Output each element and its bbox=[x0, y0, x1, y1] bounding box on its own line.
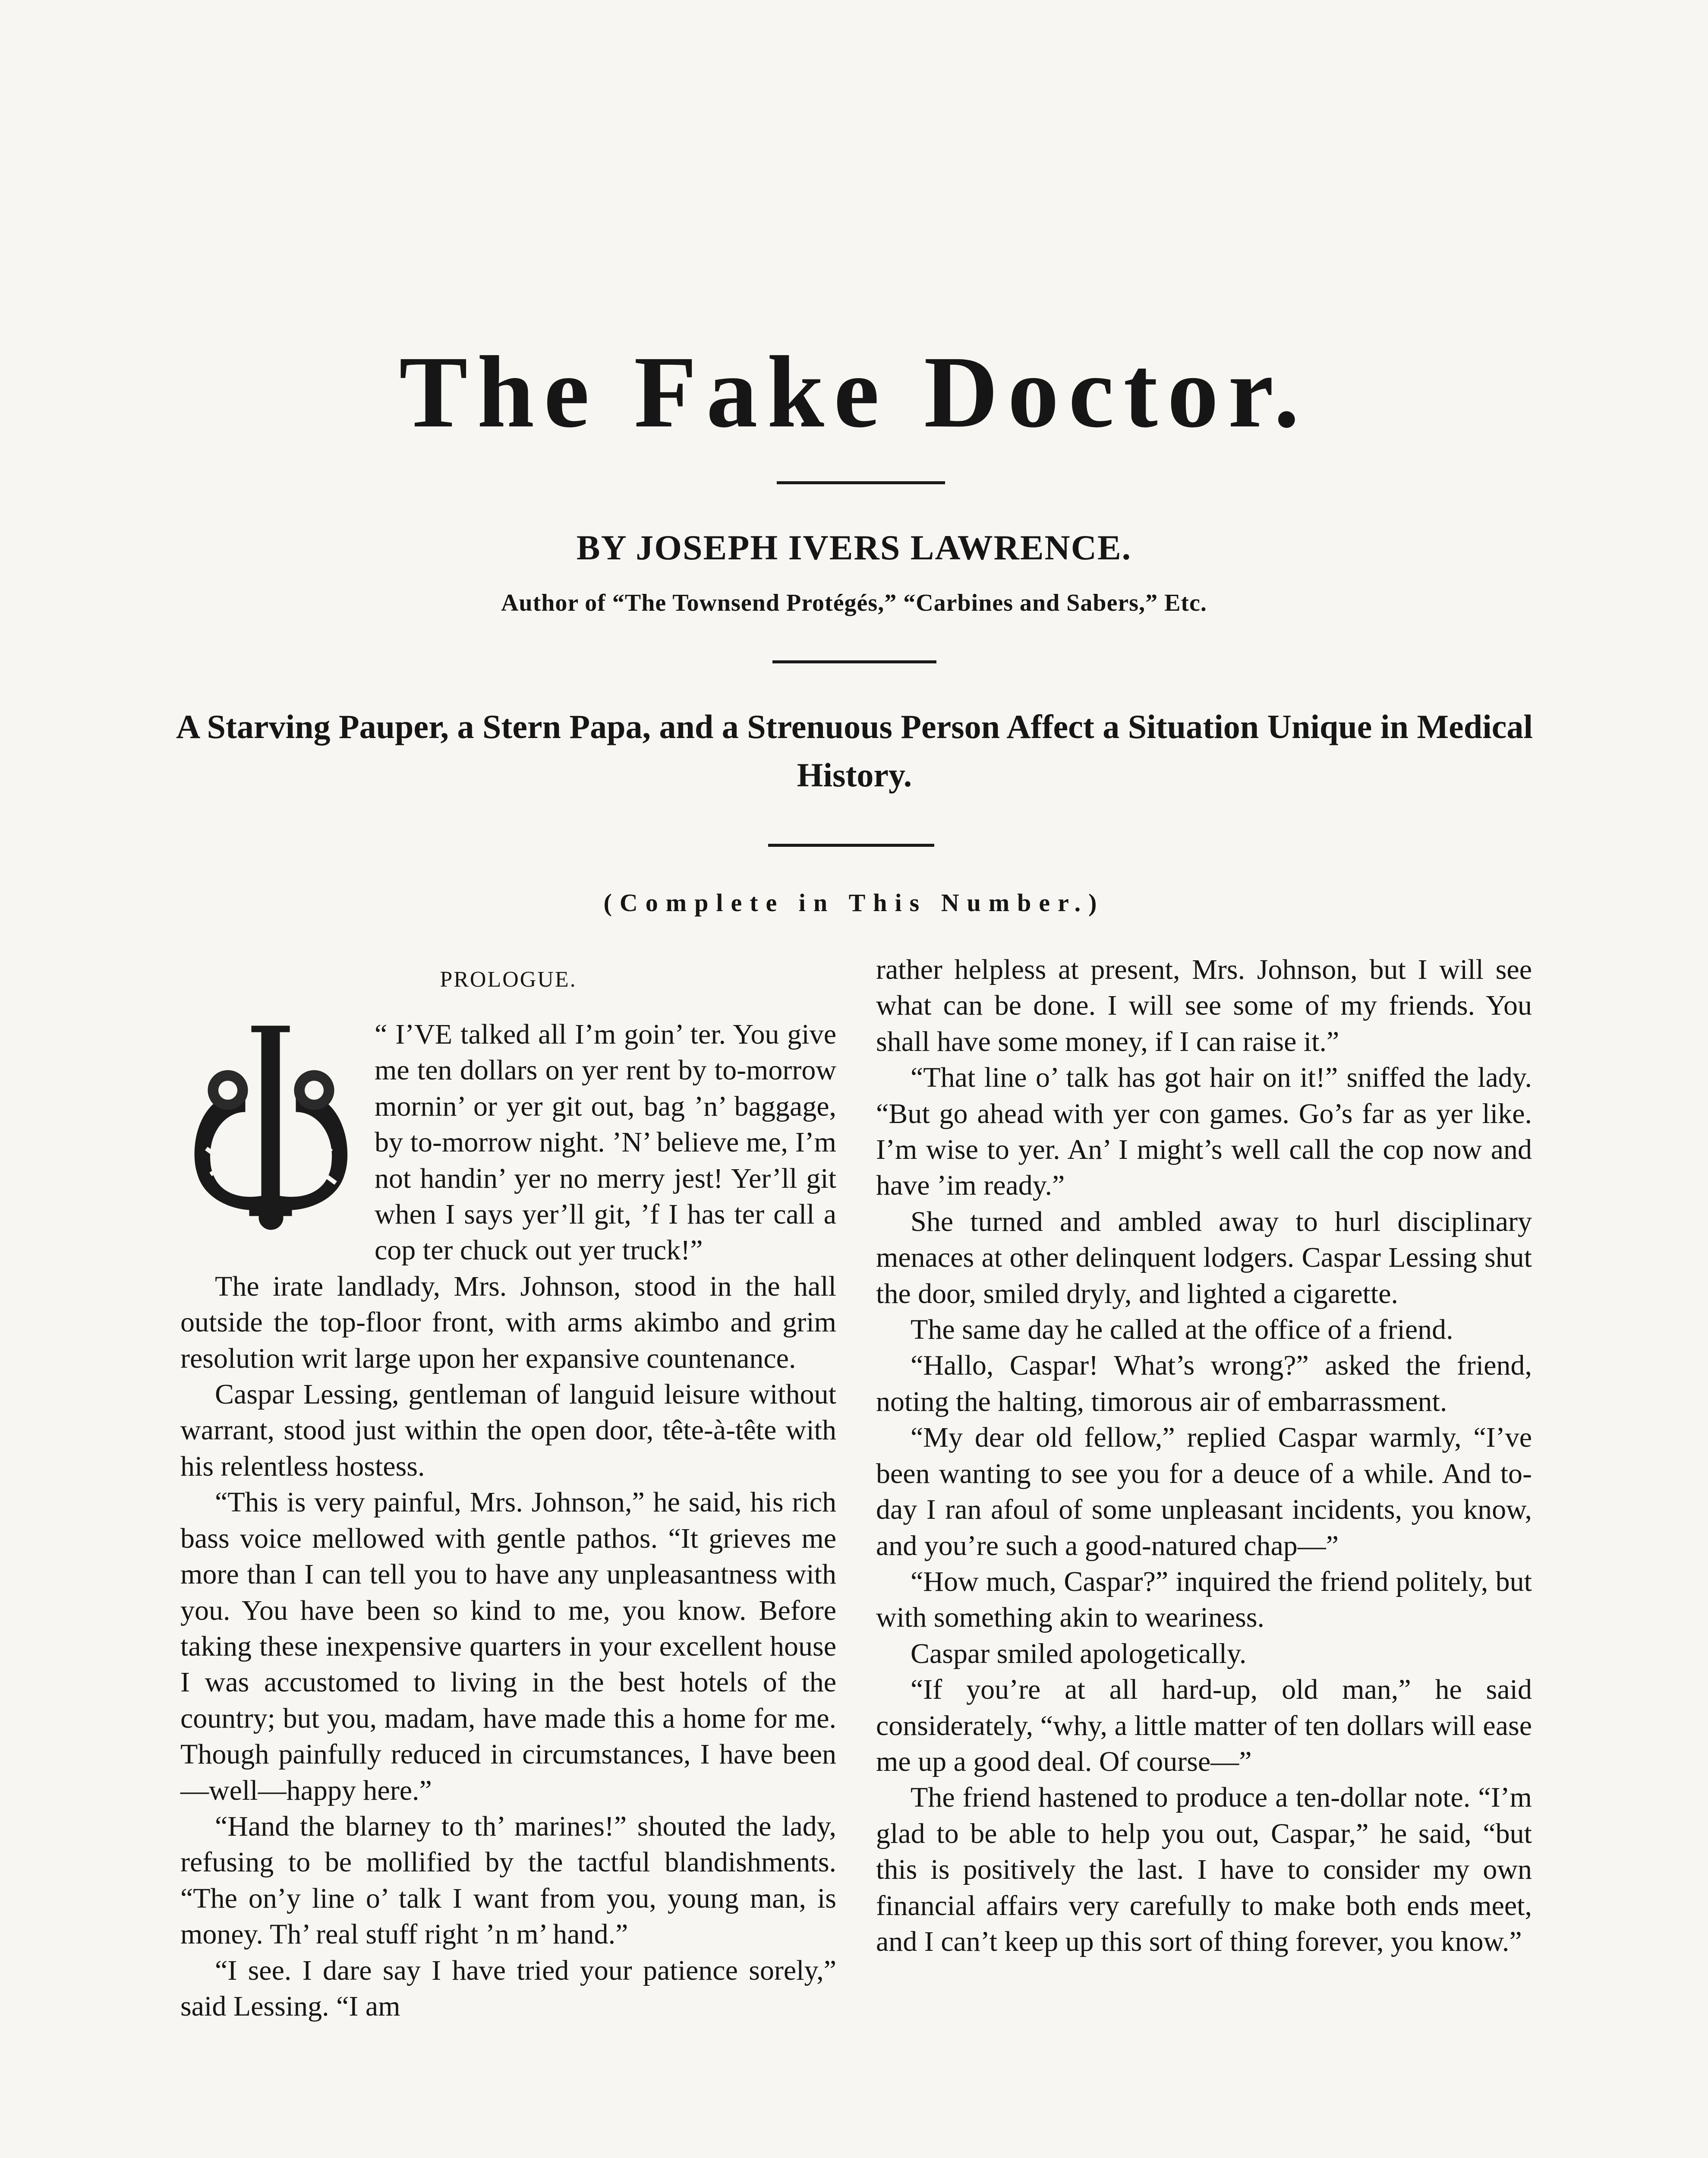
author-credits: Author of “The Townsend Protégés,” “Carbines and Sabers,” Etc. bbox=[501, 590, 1207, 616]
right-column bbox=[876, 952, 1532, 1959]
paragraph: “Hand the blarney to th’ marines!” shouted the lady, refusing to be mollified by the tactful blandishments. “The on’y line o’ talk I want from you, young man, is money. Th’ real stuff right ’n m’ hand.” bbox=[180, 1810, 836, 1950]
article-subhead: A Starving Pauper, a Stern Papa, and a Strenuous Person Affect a Situation Unique in Medical History. bbox=[176, 708, 1533, 794]
subhead-rule bbox=[768, 844, 934, 847]
paragraph: She turned and ambled away to hurl disciplinary menaces at other delinquent lodgers. Caspar Lessing shut the door, smiled dryly, and lighted a cigarette. bbox=[876, 1205, 1532, 1309]
paragraph: The irate landlady, Mrs. Johnson, stood in the hall outside the top-floor front, with arms akimbo and grim resolution writ large upon her expansive countenance. bbox=[180, 1270, 836, 1374]
paragraph: rather helpless at present, Mrs. Johnson, but I will see what can be done. I will see some of my friends. You shall have some money, if I can raise it.” bbox=[876, 954, 1532, 1057]
paragraph: “This is very painful, Mrs. Johnson,” he said, his rich bass voice mellowed with gentle pathos. “It grieves me more than I can tell you to have any unpleasantness with you. You have been so kind to me, you know. Before taking these inexpensive quarters in your excellent house I was accustomed to living in the best hotels of the country; but you, madam, have made this a home for me. Though painfully reduced in circumstances, I have been—well—happy here.” bbox=[180, 1486, 836, 1806]
section-heading: PROLOGUE. bbox=[440, 967, 577, 992]
paragraph: “My dear old fellow,” replied Caspar warmly, “I’ve been wanting to see you for a deuce of a while. And to-day I ran afoul of some unpleasant incidents, you know, and you’re such a good-natured chap—” bbox=[876, 1422, 1532, 1562]
title-rule bbox=[777, 481, 945, 484]
complete-note: (Complete in This Number.) bbox=[603, 889, 1105, 917]
ornamental-dropcap-icon bbox=[180, 1019, 362, 1235]
paragraph: Caspar Lessing, gentleman of languid leisure without warrant, stood just within the open door, tête-à-tête with his relentless hostess. bbox=[180, 1379, 836, 1482]
paragraph: The friend hastened to produce a ten-dollar note. “I’m glad to be able to help you out, Caspar,” he said, “but this is positively the last. I have to consider my own financial affairs very carefully to make both ends meet, and I can’t keep up this sort of thing forever, you know.” bbox=[876, 1782, 1532, 1957]
paragraph: “That line o’ talk has got hair on it!” sniffed the lady. “But go ahead with yer con games. Go’s far as yer like. I’m wise to yer. An’ I might’s well call the cop now and have ’im ready.” bbox=[876, 1062, 1532, 1202]
article-title: The Fake Doctor. bbox=[399, 335, 1309, 449]
paragraph: “If you’re at all hard-up, old man,” he said considerately, “why, a little matter of ten dollars will ease me up a good deal. Of course—” bbox=[876, 1674, 1532, 1777]
paragraph: “Hallo, Caspar! What’s wrong?” asked the friend, noting the halting, timorous air of embarrassment. bbox=[876, 1350, 1532, 1417]
paragraph: Caspar smiled apologetically. bbox=[911, 1637, 1247, 1669]
byline: BY JOSEPH IVERS LAWRENCE. bbox=[576, 528, 1132, 567]
left-column bbox=[180, 952, 836, 2024]
paragraph: “How much, Caspar?” inquired the friend politely, but with something akin to weariness. bbox=[876, 1565, 1532, 1634]
paragraph: “I see. I dare say I have tried your patience sorely,” said Lessing. “I am bbox=[180, 1954, 836, 2022]
paragraph: “ I’VE talked all I’m goin’ ter. You give me ten dollars on yer rent by to-morrow mornin’ or yer git out, bag ’n’ baggage, by to-morrow night. ’N’ believe me, I’m not handin’ yer no merry jest! Yer’ll git when I says yer’ll git, ’f I has ter call a cop ter chuck out yer truck!” bbox=[375, 1019, 836, 1266]
byline-rule bbox=[772, 660, 936, 663]
paragraph: The same day he called at the office of a friend. bbox=[911, 1314, 1453, 1346]
